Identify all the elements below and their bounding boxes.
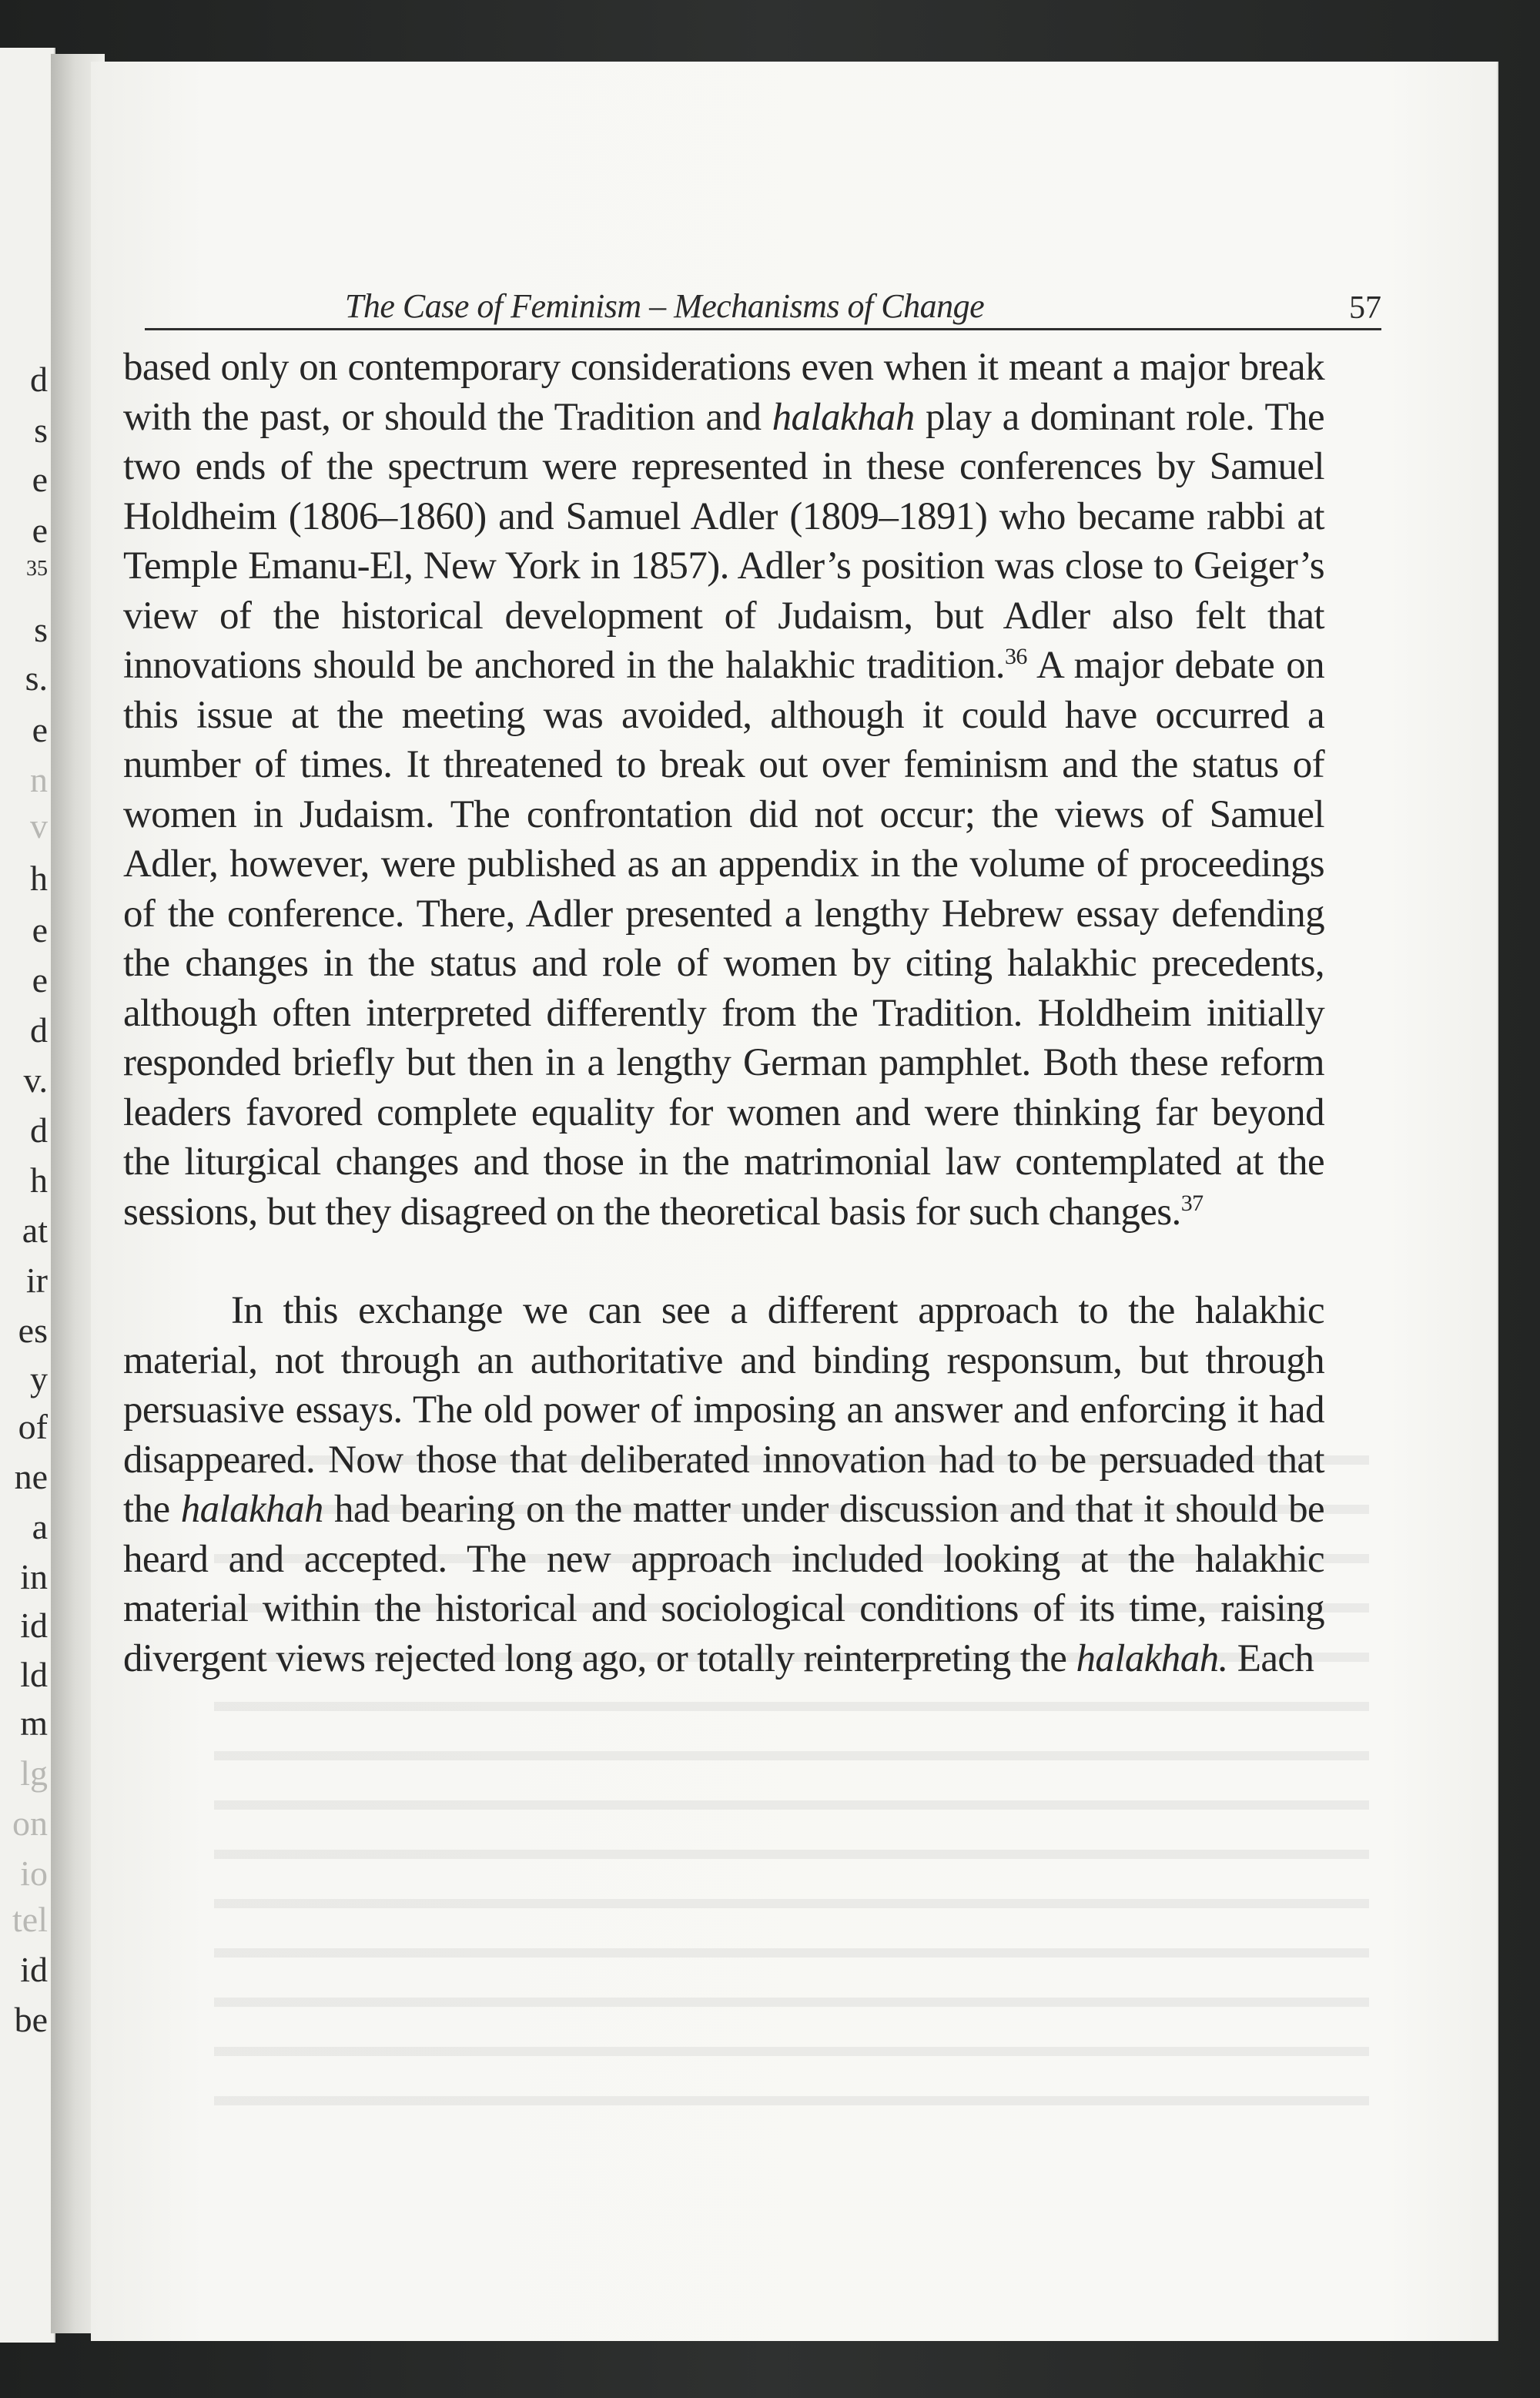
facing-page-fragment: e <box>32 910 48 949</box>
facing-page-fragment: v. <box>23 1060 48 1100</box>
facing-page-fragment: s <box>34 410 48 450</box>
text-run: A major debate on this issue at the meeting was avoided, although it could have occurred a number of times. It threatened to break out over feminism and the status of women in Judaism. The confrontation did not occur; the views of Samuel Adler, however, were published as an appendix in the volume of proceedings of the conference. There, Adler presented a lengthy Hebrew essay defending the changes in the status and role of women by citing halakhic precedents, although often interpreted differently from the Tradition. Holdheim initially responded briefly but then in a lengthy German pamphlet. Both these reform leaders favored complete equality for women and were thinking far beyond the liturgical changes and those in the matrimonial law contemplated at the sessions, but they disagreed on the theoretical basis for such changes. <box>123 644 1324 1234</box>
facing-page-fragment: id <box>20 1606 48 1645</box>
facing-page-fragment: e <box>32 460 48 499</box>
facing-page-fragment: on <box>12 1804 48 1843</box>
paragraph <box>123 1286 1324 1683</box>
facing-page-fragment: be <box>14 2000 48 2039</box>
facing-page-fragment: tel <box>12 1900 48 1939</box>
facing-page-fragment: m <box>20 1703 48 1743</box>
facing-page-fragment: d <box>30 360 48 399</box>
facing-page-edge <box>0 48 55 2343</box>
facing-page-fragment: a <box>32 1507 48 1546</box>
text-run: play a dominant role. The two ends of the spectrum were represented in these conferences by Samuel Holdheim (1806–1860) and Samuel Adler (1809–1891) who became rabbi at Temple Emanu-El, New York in 1857). Adler’s position was close to Geiger’s view of the historical development of Judaism, but Adler also felt that innovations should be anchored in the halakhic tradition. <box>123 395 1324 687</box>
text-run: In this exchange we can see a different approach to the halakhic material, not through an authoritative and binding responsum, but through persuasive essays. The old power of imposing an answer and enforcing it had disappeared. Now those that deliberated innovation had to be persuaded that the <box>123 1289 1324 1531</box>
footnote-ref: 36 <box>1004 644 1027 669</box>
facing-page-fragment: ne <box>14 1457 48 1496</box>
facing-page-fragment: v <box>30 806 48 846</box>
facing-page-fragment: e <box>32 710 48 749</box>
facing-page-fragment: d <box>30 1110 48 1150</box>
facing-page-fragment: e <box>32 960 48 1000</box>
text-run: had bearing on the matter under discussion and that it should be heard and accepted. The new approach included looking at the halakhic material within the historical and sociological conditions of its time, raising divergent views rejected long ago, or totally reinterpreting the <box>123 1488 1325 1680</box>
facing-page-fragment: in <box>20 1557 48 1596</box>
book-page <box>91 62 1497 2341</box>
facing-page-fragment: e <box>32 511 48 550</box>
facing-page-fragment: n <box>30 760 48 799</box>
facing-page-fragment: lg <box>20 1753 48 1793</box>
body-text <box>123 343 1324 1683</box>
paragraph <box>123 343 1324 1237</box>
facing-page-fragment: ir <box>25 1261 48 1300</box>
page-number: 57 <box>1349 290 1381 326</box>
facing-page-fragment: es <box>18 1311 48 1350</box>
footnote-ref: 37 <box>1180 1190 1204 1216</box>
text-run: based only on contemporary considerations even when it meant a major break with the past, or should the Tradition and <box>123 346 1324 439</box>
running-head <box>145 285 1381 330</box>
facing-page-fragment: ld <box>20 1655 48 1694</box>
running-head-title: The Case of Feminism – Mechanisms of Change <box>344 287 985 325</box>
facing-page-fragment: h <box>30 859 48 898</box>
italic-term: halakhah. <box>1076 1636 1228 1680</box>
facing-page-fragment: of <box>18 1407 48 1446</box>
italic-term: halakhah <box>772 395 915 439</box>
facing-page-fragment: s <box>34 610 48 649</box>
facing-page-fragment: 35 <box>26 557 48 581</box>
facing-page-fragment: d <box>30 1010 48 1050</box>
text-run: Each <box>1227 1636 1314 1680</box>
italic-term: halakhah <box>180 1488 323 1531</box>
facing-page-fragment: y <box>30 1359 48 1398</box>
facing-page-fragment: io <box>20 1854 48 1893</box>
facing-page-fragment: id <box>20 1950 48 1989</box>
facing-page-fragment: h <box>30 1160 48 1200</box>
facing-page-fragment: s. <box>25 658 48 698</box>
facing-page-fragment: at <box>22 1211 48 1250</box>
